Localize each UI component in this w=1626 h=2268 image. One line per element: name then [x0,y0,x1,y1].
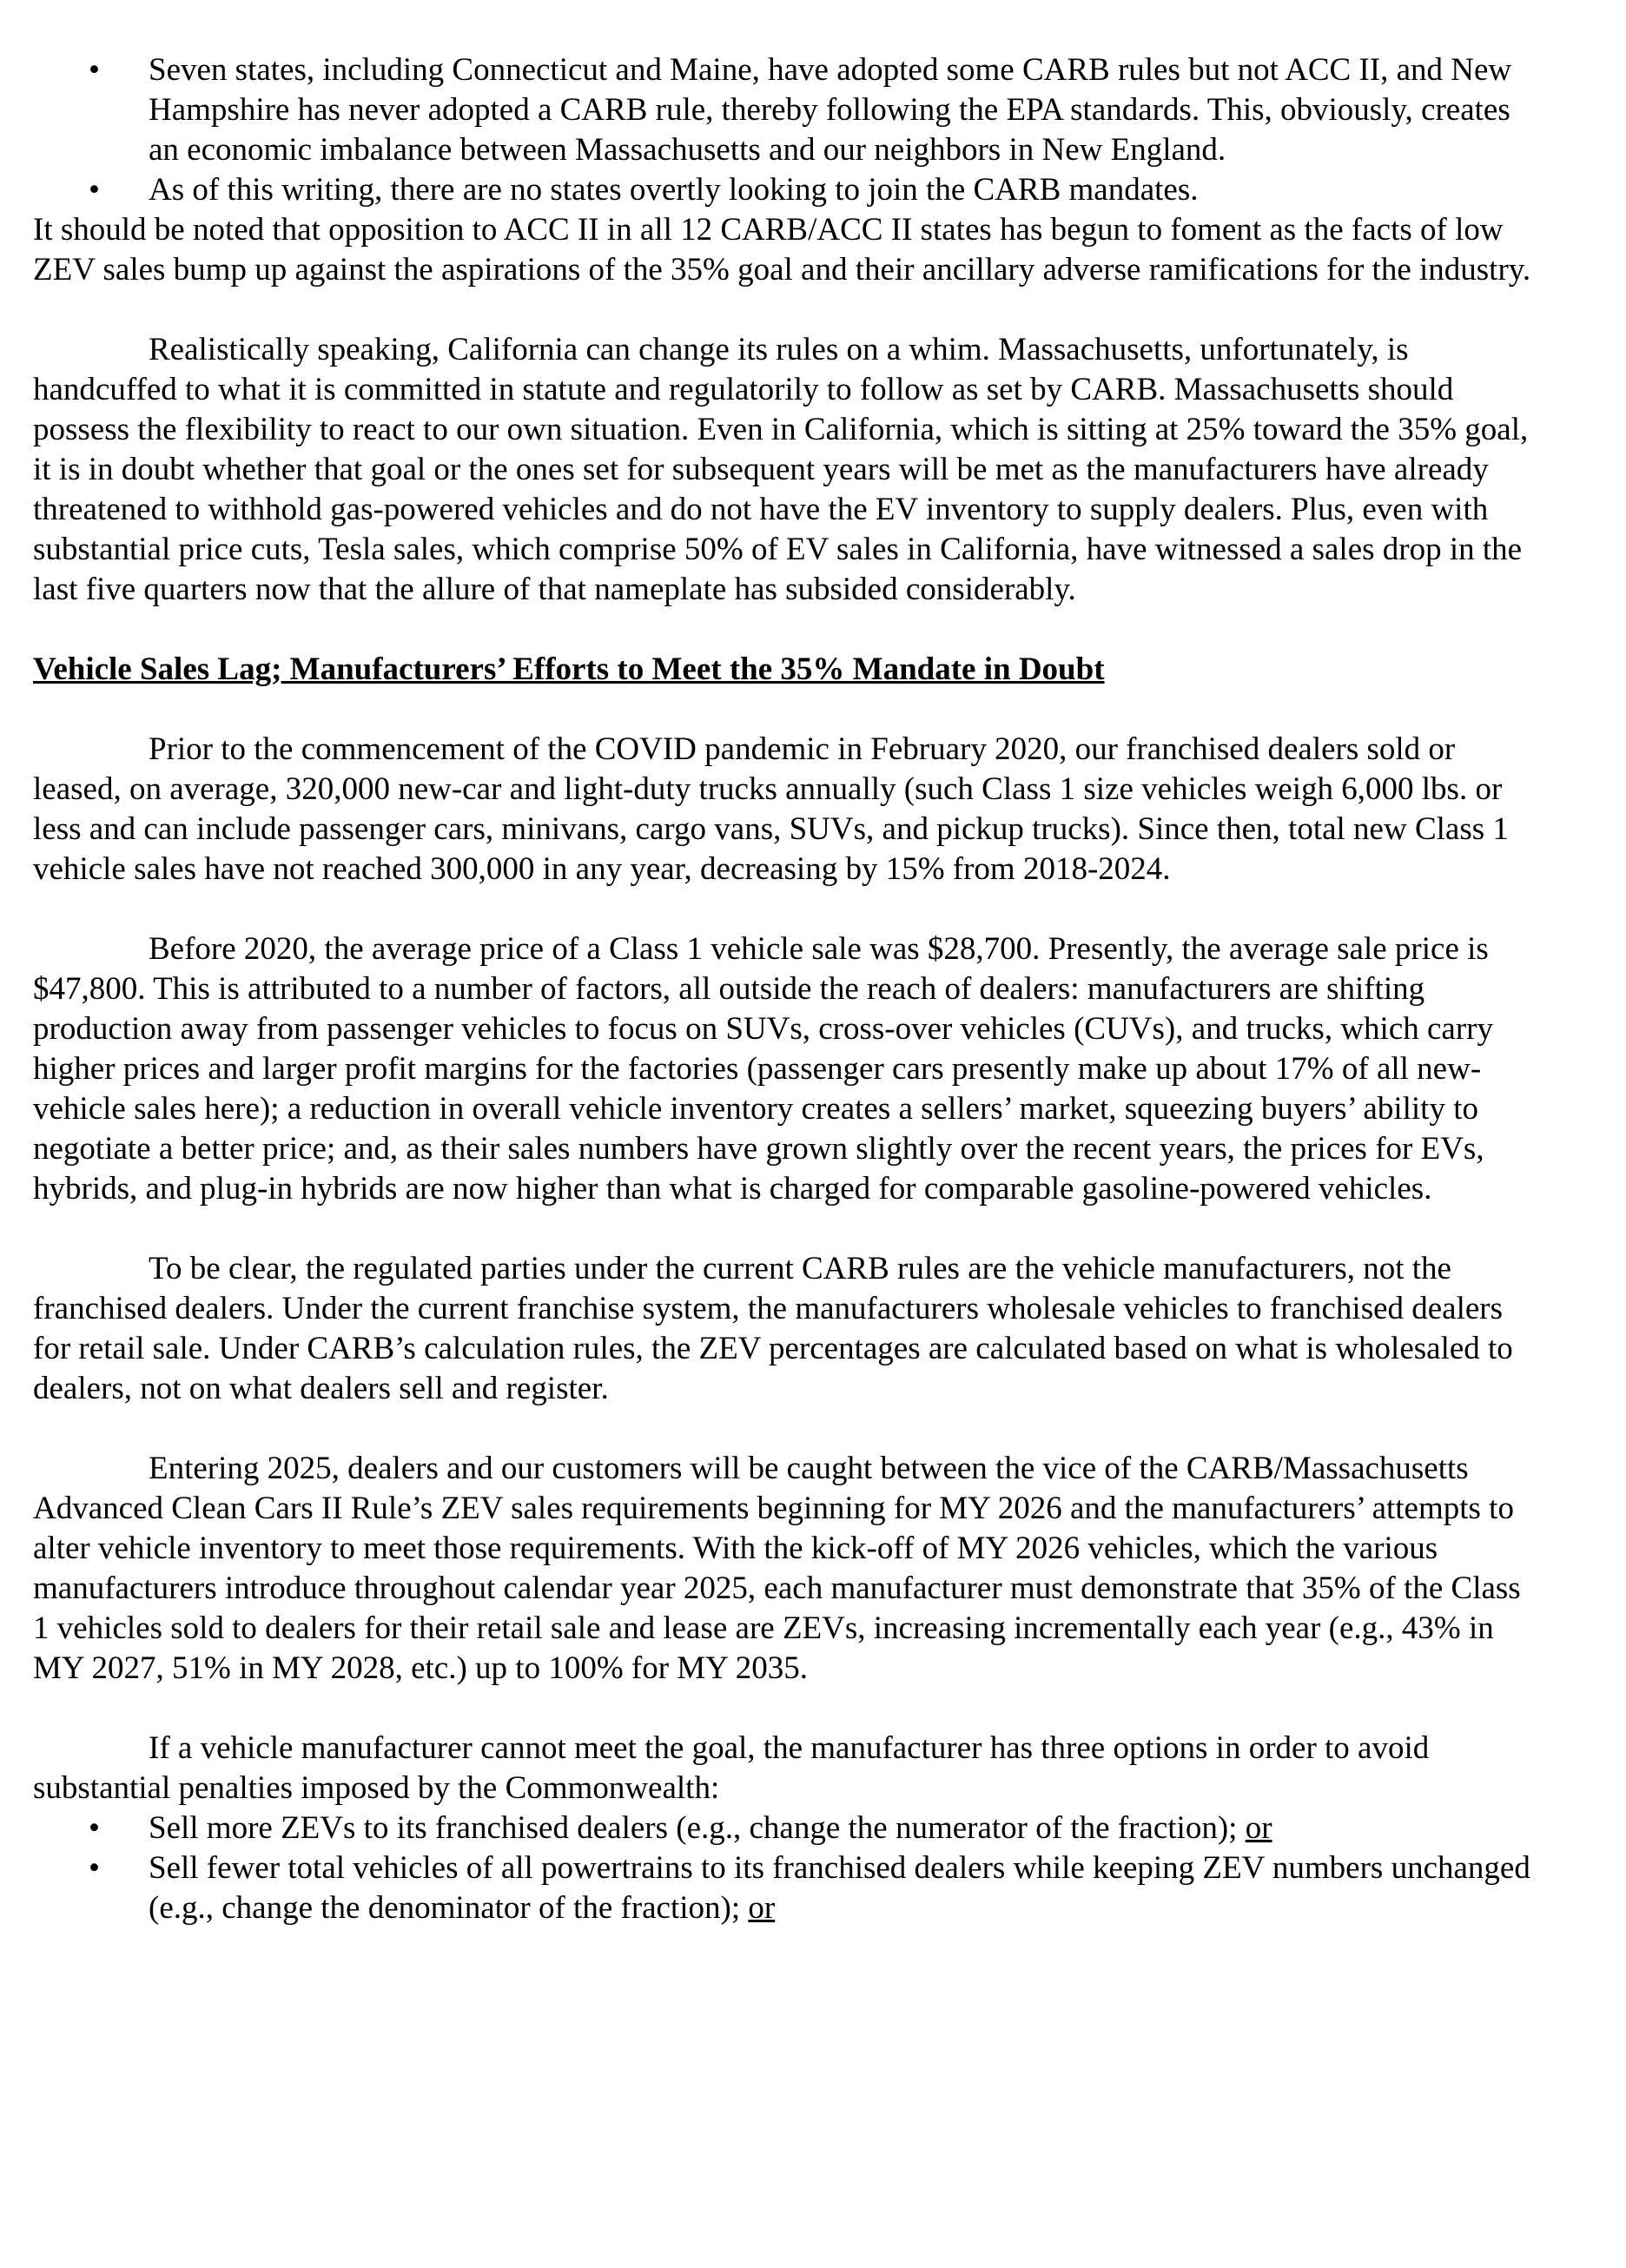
paragraph-spacer [33,1689,1544,1729]
section-heading: Vehicle Sales Lag; Manufacturers’ Efforts to Meet the 35% Mandate in Doubt [33,651,1105,687]
bullet-icon: • [89,1850,100,1886]
list-item-text: Seven states, including Connecticut and Maine, have adopted some CARB rules but not ACC II, and New Hampshire has never adopted a CARB rule, thereby following the EPA standards. This, obviously, creates an economic imbalance between Massachusetts and our neighbors in New England. [149,52,1512,168]
paragraph-prior-to-covid: Prior to the commencement of the COVID pandemic in February 2020, our franchised dealers sold or leased, on average, 320,000 new-car and light-duty trucks annually (such Class 1 size vehicles weigh 6,000 lbs. or less and can include passenger cars, minivans, cargo vans, SUVs, and pickup trucks). Since then, total new Class 1 vehicle sales have not reached 300,000 in any year, decreasing by 15% from 2018-2024. [33,731,1509,887]
paragraph-opposition-note: It should be noted that opposition to ACC II in all 12 CARB/ACC II states has begun to foment as the facts of low ZEV sales bump up against the aspirations of the 35% goal and their ancillary adverse ramifications for the industry. [33,212,1531,288]
paragraph-regulated-parties: To be clear, the regulated parties under the current CARB rules are the vehicle manufacturers, not the franchised dealers. Under the current franchise system, the manufacturers wholesale vehicles to franchised dealers for retail sale. Under CARB’s calculation rules, the ZEV percentages are calculated based on what is wholesaled to dealers, not on what dealers sell and register. [33,1251,1513,1406]
list-item-connector: or [748,1890,776,1926]
list-item-text: Sell fewer total vehicles of all powertrains to its franchised dealers while keeping ZEV numbers unchanged (e.g., change the denominator of the fraction); [149,1850,1530,1926]
bullet-list-options [33,1808,1544,1928]
list-item [33,1848,1544,1928]
paragraph-average-price: Before 2020, the average price of a Class 1 vehicle sale was $28,700. Presently, the average sale price is $47,800. This is attributed to a number of factors, all outside the reach of dealers: manufacturers are shifting production away from passenger vehicles to focus on SUVs, cross-over vehicles (CUVs), and trucks, which carry higher prices and larger profit margins for the factories (passenger cars presently make up about 17% of all new-vehicle sales here); a reduction in overall vehicle inventory creates a sellers’ market, squeezing buyers’ ability to negotiate a better price; and, as their sales numbers have grown slightly over the recent years, the prices for EVs, hybrids, and plug-in hybrids are now higher than what is charged for comparable gasoline-powered vehicles. [33,931,1493,1207]
paragraph-spacer [33,290,1544,330]
list-item [33,50,1544,170]
list-item-connector: or [1245,1810,1272,1846]
bullet-icon: • [89,52,100,88]
paragraph-entering-2025: Entering 2025, dealers and our customers will be caught between the vice of the CARB/Massachusetts Advanced Clean Cars II Rule’s ZEV sales requirements beginning for MY 2026 and the manufacturers’ attempts to alter vehicle inventory to meet those requirements. With the kick-off of MY 2026 vehicles, which the various manufacturers introduce throughout calendar year 2025, each manufacturer must demonstrate that 35% of the Class 1 vehicles sold to dealers for their retail sale and lease are ZEVs, increasing incrementally each year (e.g., 43% in MY 2027, 51% in MY 2028, etc.) up to 100% for MY 2035. [33,1451,1521,1686]
list-item [33,1808,1544,1848]
paragraph-realistically: Realistically speaking, California can change its rules on a whim. Massachusetts, unfortunately, is handcuffed to what it is committed in statute and regulatorily to follow as set by CARB. Massachusetts should possess the flexibility to react to our own situation. Even in California, which is sitting at 25% toward the 35% goal, it is in doubt whether that goal or the ones set for subsequent years will be met as the manufacturers have already threatened to withhold gas-powered vehicles and do not have the EV inventory to supply dealers. Plus, even with substantial price cuts, Tesla sales, which comprise 50% of EV sales in California, have witnessed a sales drop in the last five quarters now that the allure of that nameplate has subsided considerably. [33,332,1529,607]
document-page [33,50,1544,1928]
bullet-list-top [33,50,1544,210]
list-item-text: Sell more ZEVs to its franchised dealers (e.g., change the numerator of the fraction); [149,1810,1246,1846]
paragraph-spacer [33,1409,1544,1449]
list-item [33,170,1544,210]
bullet-icon: • [89,172,100,208]
paragraph-spacer [33,1209,1544,1249]
list-item-text: As of this writing, there are no states overtly looking to join the CARB mandates. [149,172,1199,208]
bullet-icon: • [89,1810,100,1846]
paragraph-manufacturer-options: If a vehicle manufacturer cannot meet the goal, the manufacturer has three options in order to avoid substantial penalties imposed by the Commonwealth: [33,1730,1430,1806]
paragraph-spacer [33,610,1544,650]
paragraph-spacer [33,889,1544,929]
paragraph-spacer [33,690,1544,730]
